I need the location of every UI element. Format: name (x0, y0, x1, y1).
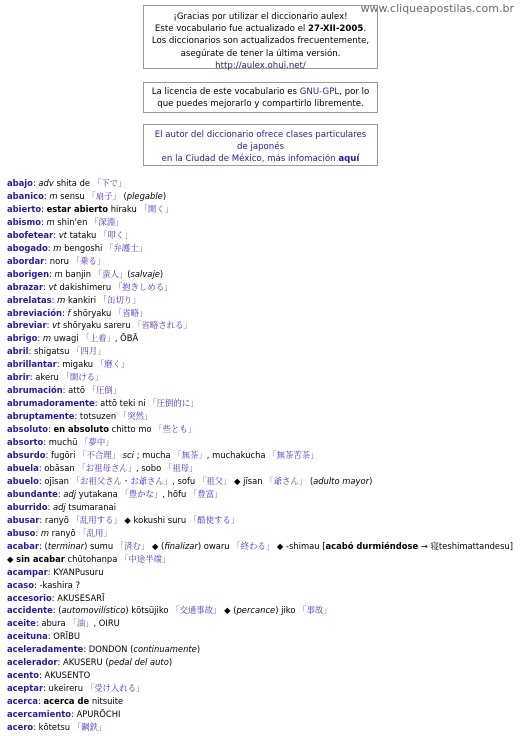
headword[interactable]: abrillantar (7, 359, 57, 370)
grammar-label: adulto mayor (313, 475, 370, 486)
entry-text: : (41, 203, 47, 214)
headword[interactable]: abrumación (7, 385, 63, 396)
classes-line-1: El autor del diccionario ofrece clases particulares de japonés (154, 130, 367, 153)
headword[interactable]: abofetear (7, 229, 54, 240)
dictionary-entry (7, 721, 515, 734)
kanji: 「無茶」 (173, 450, 207, 461)
entry-text: ( (120, 190, 127, 201)
dictionary-entry (7, 410, 515, 423)
entry-text: ( (127, 268, 131, 279)
entry-text: : AKUSERU ( (57, 657, 109, 668)
license-box (143, 82, 378, 113)
headword[interactable]: abruptamente (7, 411, 75, 422)
phrase: en absoluto (53, 424, 110, 435)
grammar-label: terminar (47, 540, 85, 551)
entry-text: : ukeireru (43, 683, 86, 694)
update-date: 27-XII-2005 (308, 24, 364, 35)
classes-line-2 (150, 153, 371, 165)
entry-text: : akeru (29, 372, 62, 383)
entry-text: ) (168, 657, 173, 668)
kanji: 「叩く」 (99, 229, 133, 240)
kanji: 「爺さん」 (265, 475, 308, 486)
dictionary-entry (7, 319, 515, 332)
entry-text: chitto mo (109, 424, 155, 435)
entry-text: : AKUSESARĪ (51, 592, 105, 603)
entry-text: ranyō (49, 527, 79, 538)
grammar-label: vt (48, 281, 57, 292)
entry-text: ) (159, 268, 164, 279)
dictionary-entry (7, 592, 515, 605)
headword[interactable]: abajo (7, 178, 33, 188)
entry-text: , sobo (135, 462, 164, 473)
headword[interactable]: abril (7, 346, 29, 357)
entry-text: ( (307, 475, 314, 486)
entry-text: ) (162, 190, 167, 201)
dictionary-entry (7, 332, 515, 345)
entry-text: : (46, 320, 53, 331)
headword[interactable]: absorto (7, 437, 44, 448)
grammar-label: percance (236, 605, 276, 616)
dictionary-entry (7, 656, 515, 669)
dictionary-entry (7, 449, 515, 462)
entry-text: : noru (44, 255, 72, 266)
headword[interactable]: abuela (7, 462, 39, 473)
kanji: 「不合理」 (78, 450, 120, 461)
kanji: 「深淵」 (90, 216, 124, 227)
kanji: 「豊かな」 (120, 488, 163, 499)
headword[interactable]: absurdo (7, 450, 46, 461)
notice-line-1: ¡Gracias por utilizar el diccionario aulex! (173, 12, 348, 22)
dictionary-entry (7, 190, 515, 203)
dictionary-entry (7, 488, 515, 501)
entry-text: banjin (62, 268, 94, 279)
dictionary-entry (7, 177, 515, 190)
grammar-label: m (46, 216, 55, 227)
notice-line-3: Los diccionarios son actualizados frecuentemente, (151, 36, 370, 47)
headword[interactable]: abrigo (7, 333, 38, 344)
entry-text: ) (196, 644, 201, 655)
grammar-label: finalizar (164, 540, 198, 551)
kanji: 「油」 (68, 618, 94, 629)
gnu-gpl-link[interactable]: GNU-GPL (299, 87, 340, 97)
dictionary-entry (7, 307, 515, 320)
dictionary-entry (7, 695, 515, 708)
entry-text: : -kashira ? (34, 579, 81, 590)
dictionary-entry (7, 281, 515, 294)
classes-box (143, 124, 378, 166)
entry-text: yutakana (76, 488, 121, 499)
entry-text: shōryaku (70, 307, 114, 318)
phrase: acabó durmiéndose (325, 540, 419, 551)
classes-line-2-text: en la Ciudad de México, más infomación (161, 154, 339, 165)
dictionary-entry (7, 397, 515, 410)
entry-text: : obāsan (38, 462, 78, 473)
kanji: 「省略」 (114, 307, 148, 318)
headword[interactable]: acercamiento (7, 709, 72, 720)
entry-text: ) owaru (197, 540, 233, 551)
kanji: 「蛮人」 (93, 268, 128, 279)
headword[interactable]: acelerador (7, 657, 58, 668)
license-text-post: , por lo que puedes mejorarlo y compartirlo libremente. (157, 87, 370, 110)
kanji: 「抱きしめる」 (113, 281, 173, 292)
entry-text: ◆ ( (149, 540, 165, 551)
entry-text: ◆ -shimau [ (274, 540, 326, 551)
entry-text: : (57, 488, 64, 499)
kanji: 「圧倒」 (87, 385, 122, 396)
dictionary-entry (7, 371, 515, 384)
entry-text: : (51, 294, 58, 305)
notice-line-2-end: . (363, 24, 367, 35)
grammar-label: adv (38, 178, 54, 188)
headword[interactable]: abusar (7, 514, 40, 525)
entry-text: tataku (66, 229, 99, 240)
entry-text: : (47, 242, 54, 253)
kanji: 「開く」 (139, 203, 173, 214)
headword[interactable]: acaso (7, 579, 35, 590)
headword[interactable]: abrelatas (7, 294, 52, 305)
entry-text: shin'en (54, 216, 91, 227)
grammar-label: salvaje (130, 268, 160, 279)
entry-text: ; mucha (133, 450, 174, 461)
headword[interactable]: abanico (7, 190, 44, 201)
headword[interactable]: abierto (7, 203, 42, 214)
dictionary-entry (7, 268, 515, 281)
entry-text: : KYANPusuru (47, 566, 104, 577)
watermark: www.cliqueapostilas.com.br (360, 2, 514, 15)
grammar-label: f (67, 307, 71, 318)
headword[interactable]: aburrido (7, 501, 48, 512)
headword[interactable]: aceptar (7, 683, 44, 694)
dictionary-entry (7, 475, 515, 488)
kanji: 「豊富」 (188, 488, 223, 499)
entry-text: : ( (39, 540, 48, 551)
kanji: 「乱用する」 (71, 514, 122, 525)
entry-text: shita de (53, 178, 93, 188)
notice-line-4: asegúrate de tener la última versión. (180, 48, 341, 59)
headword[interactable]: abuelo (7, 475, 39, 486)
entry-text: : ( (52, 605, 62, 616)
dictionary-entry-list (7, 177, 515, 734)
headword[interactable]: abreviación (7, 307, 62, 318)
entry-text: : (62, 307, 68, 318)
dictionary-entry (7, 242, 515, 255)
grammar-label: adj (52, 501, 66, 512)
kanji: 「上着」 (81, 333, 115, 344)
entry-text: : (40, 216, 47, 227)
grammar-label: vt (52, 320, 61, 331)
entry-text: ◆ kokushi suru (121, 514, 189, 525)
kanji: 「磨く」 (95, 359, 130, 370)
grammar-label: plegable (126, 190, 163, 201)
dictionary-entry (7, 216, 515, 229)
headword[interactable]: abordar (7, 255, 45, 266)
headword[interactable]: abrir (7, 372, 30, 383)
kanji: 「些とも」 (154, 424, 197, 435)
kanji: 「弁護士」 (105, 242, 147, 253)
kanji: 「夢中」 (80, 437, 114, 448)
entry-text: bengoshi (61, 242, 105, 253)
entry-text: : fugōri (45, 450, 79, 461)
phrase: estar abierto (46, 203, 109, 214)
kanji: 「鋼鉄」 (72, 722, 107, 733)
notice-line-2-text: Este vocabulario fue actualizado el (154, 24, 308, 35)
entry-text: ) (369, 475, 373, 486)
entry-text: : (53, 229, 59, 240)
entry-text: : (49, 268, 55, 279)
entry-text: : (43, 281, 49, 292)
headword[interactable]: aceite (7, 618, 36, 629)
headword[interactable]: abundante (7, 488, 58, 499)
headword[interactable]: aborigen (7, 268, 50, 279)
kanji: 「お祖父さん・お爺さん」 (71, 475, 173, 486)
phrase: sin acabar (16, 553, 65, 564)
entry-text: : attō (62, 385, 88, 396)
kanji: 「祖母」 (163, 462, 198, 473)
dictionary-entry (7, 384, 515, 397)
entry-text: , ŌBĀ (114, 333, 139, 344)
entry-text: : DONDON ( (83, 644, 134, 655)
dictionary-entry (7, 708, 515, 721)
headword[interactable]: accidente (7, 605, 53, 616)
headword[interactable]: acampar (7, 566, 48, 577)
entry-text: uwagi (51, 333, 82, 344)
dictionary-entry (7, 358, 515, 371)
more-info-link[interactable]: aquí (338, 154, 360, 165)
entry-text: : (43, 190, 50, 201)
entry-text: : kōtetsu (33, 722, 73, 733)
entry-text: , sofu (172, 475, 198, 486)
entry-text: tsumaranai (65, 501, 117, 512)
grammar-label: adj (63, 488, 77, 499)
dictionary-entry (7, 423, 515, 436)
kanji: 「省略される」 (133, 320, 192, 331)
entry-text: ◆ ( (221, 605, 237, 616)
kanji: 「酷使する」 (188, 514, 240, 525)
kanji: 「終わる」 (232, 540, 275, 551)
entry-text: : totsuzen (74, 411, 119, 422)
entry-text: : ORĪBU (47, 631, 80, 642)
dictionary-entry (7, 501, 515, 514)
headword[interactable]: accesorio (7, 592, 52, 603)
dictionary-entry (7, 345, 515, 358)
entry-text: : muchū (43, 437, 81, 448)
entry-text: : attō teki ni (94, 398, 149, 409)
entry-text: shōryaku sareru (60, 320, 134, 331)
grammar-label: m (40, 527, 50, 538)
headword[interactable]: acerca (7, 696, 39, 707)
grammar-label: m (53, 242, 62, 253)
entry-text: hiraku (108, 203, 140, 214)
entry-text: chūtohanpa (64, 553, 121, 564)
dictionary-entry (7, 617, 515, 630)
entry-text: dakishimeru (56, 281, 114, 292)
kanji: 「祖父」 (197, 475, 232, 486)
entry-text: : abura (35, 618, 69, 629)
kanji: 「交通事故」 (171, 605, 222, 616)
dictionary-entry (7, 255, 515, 268)
entry-text: : (37, 333, 43, 344)
headword[interactable]: acero (7, 722, 34, 733)
entry-text: : (35, 527, 41, 538)
kanji: 「乗る」 (71, 255, 106, 266)
entry-text: : (47, 424, 54, 435)
entry-text: : migaku (56, 359, 96, 370)
dictionary-entry (7, 436, 515, 449)
entry-text: : AKUSENTO (39, 670, 91, 681)
kanji: 「事故」 (298, 605, 332, 616)
entry-text: → 寝teshimattandesu] ◆ (7, 540, 514, 564)
headword[interactable]: abismo (7, 216, 41, 227)
dictionary-entry (7, 203, 515, 216)
entry-text: sensu (57, 190, 88, 201)
grammar-label: m (42, 333, 52, 344)
grammar-label: m (57, 294, 66, 305)
license-text-pre: La licencia de este vocabulario es (151, 87, 300, 97)
grammar-label: sci (122, 450, 134, 461)
headword[interactable]: aceituna (7, 631, 48, 642)
headword[interactable]: abogado (7, 242, 48, 253)
kanji: 「開ける」 (61, 372, 104, 383)
entry-text: , muchakucha (206, 450, 269, 461)
dictionary-entry (7, 682, 515, 695)
kanji: 「下で」 (92, 178, 127, 188)
grammar-label: continuamente (133, 644, 197, 655)
dictionary-entry (7, 294, 515, 307)
aulex-url-link[interactable]: http://aulex.ohui.net/ (215, 60, 306, 71)
kanji: 「中途半端」 (120, 553, 171, 564)
dictionary-entry (7, 669, 515, 682)
dictionary-entry (7, 514, 515, 527)
headword[interactable]: abrumadoramente (7, 398, 95, 409)
dictionary-entry (7, 643, 515, 656)
entry-text: ) kōtsūjiko (125, 605, 172, 616)
entry-text: : ojīsan (38, 475, 72, 486)
entry-text: : ranyō (39, 514, 72, 525)
headword[interactable]: abrazar (7, 281, 44, 292)
entry-text: nitsuite (89, 696, 124, 707)
dictionary-entry (7, 630, 515, 643)
grammar-label: automovilístico (61, 605, 126, 616)
dictionary-entry (7, 229, 515, 242)
entry-text: : shigatsu (28, 346, 73, 357)
headword[interactable]: aceleradamente (7, 644, 84, 655)
kanji: 「お祖母さん」 (77, 462, 136, 473)
phrase: acerca de (43, 696, 90, 707)
kanji: 「扇子」 (87, 190, 121, 201)
update-notice-box (143, 5, 378, 69)
notice-line-2 (150, 23, 371, 35)
kanji: 「乱用」 (78, 527, 112, 538)
dictionary-entry (7, 604, 515, 617)
dictionary-entry (7, 527, 515, 540)
grammar-label: m (49, 190, 58, 201)
kanji: 「缶切り」 (98, 294, 141, 305)
kanji: 「四月」 (72, 346, 106, 357)
headword[interactable]: abreviar (7, 320, 47, 331)
headword[interactable]: acabar (7, 540, 40, 551)
dictionary-entry (7, 462, 515, 475)
entry-text: : (32, 178, 39, 188)
entry-text: ◆ jīsan (231, 475, 266, 486)
headword[interactable]: acento (7, 670, 40, 681)
dictionary-entry (7, 566, 515, 579)
entry-text: , hōfu (162, 488, 189, 499)
kanji: 「圧倒的に」 (148, 398, 199, 409)
entry-text: kankiri (65, 294, 99, 305)
kanji: 「突然」 (118, 411, 153, 422)
entry-text: , OIRU (93, 618, 120, 629)
dictionary-entry (7, 540, 515, 566)
headword[interactable]: absoluto (7, 424, 48, 435)
headword[interactable]: abuso (7, 527, 36, 538)
entry-text: : APURŌCHI (71, 709, 121, 720)
grammar-label: vt (58, 229, 67, 240)
dictionary-entry (7, 579, 515, 592)
entry-text: ) jiko (275, 605, 299, 616)
grammar-label: m (54, 268, 63, 279)
kanji: 「無茶苦茶」 (268, 450, 319, 461)
kanji: 「受け入れる」 (85, 683, 145, 694)
grammar-label: pedal del auto (108, 657, 169, 668)
entry-text: ) sumu (84, 540, 116, 551)
entry-text: : (38, 696, 44, 707)
kanji: 「済む」 (115, 540, 150, 551)
entry-text: : (47, 501, 53, 512)
